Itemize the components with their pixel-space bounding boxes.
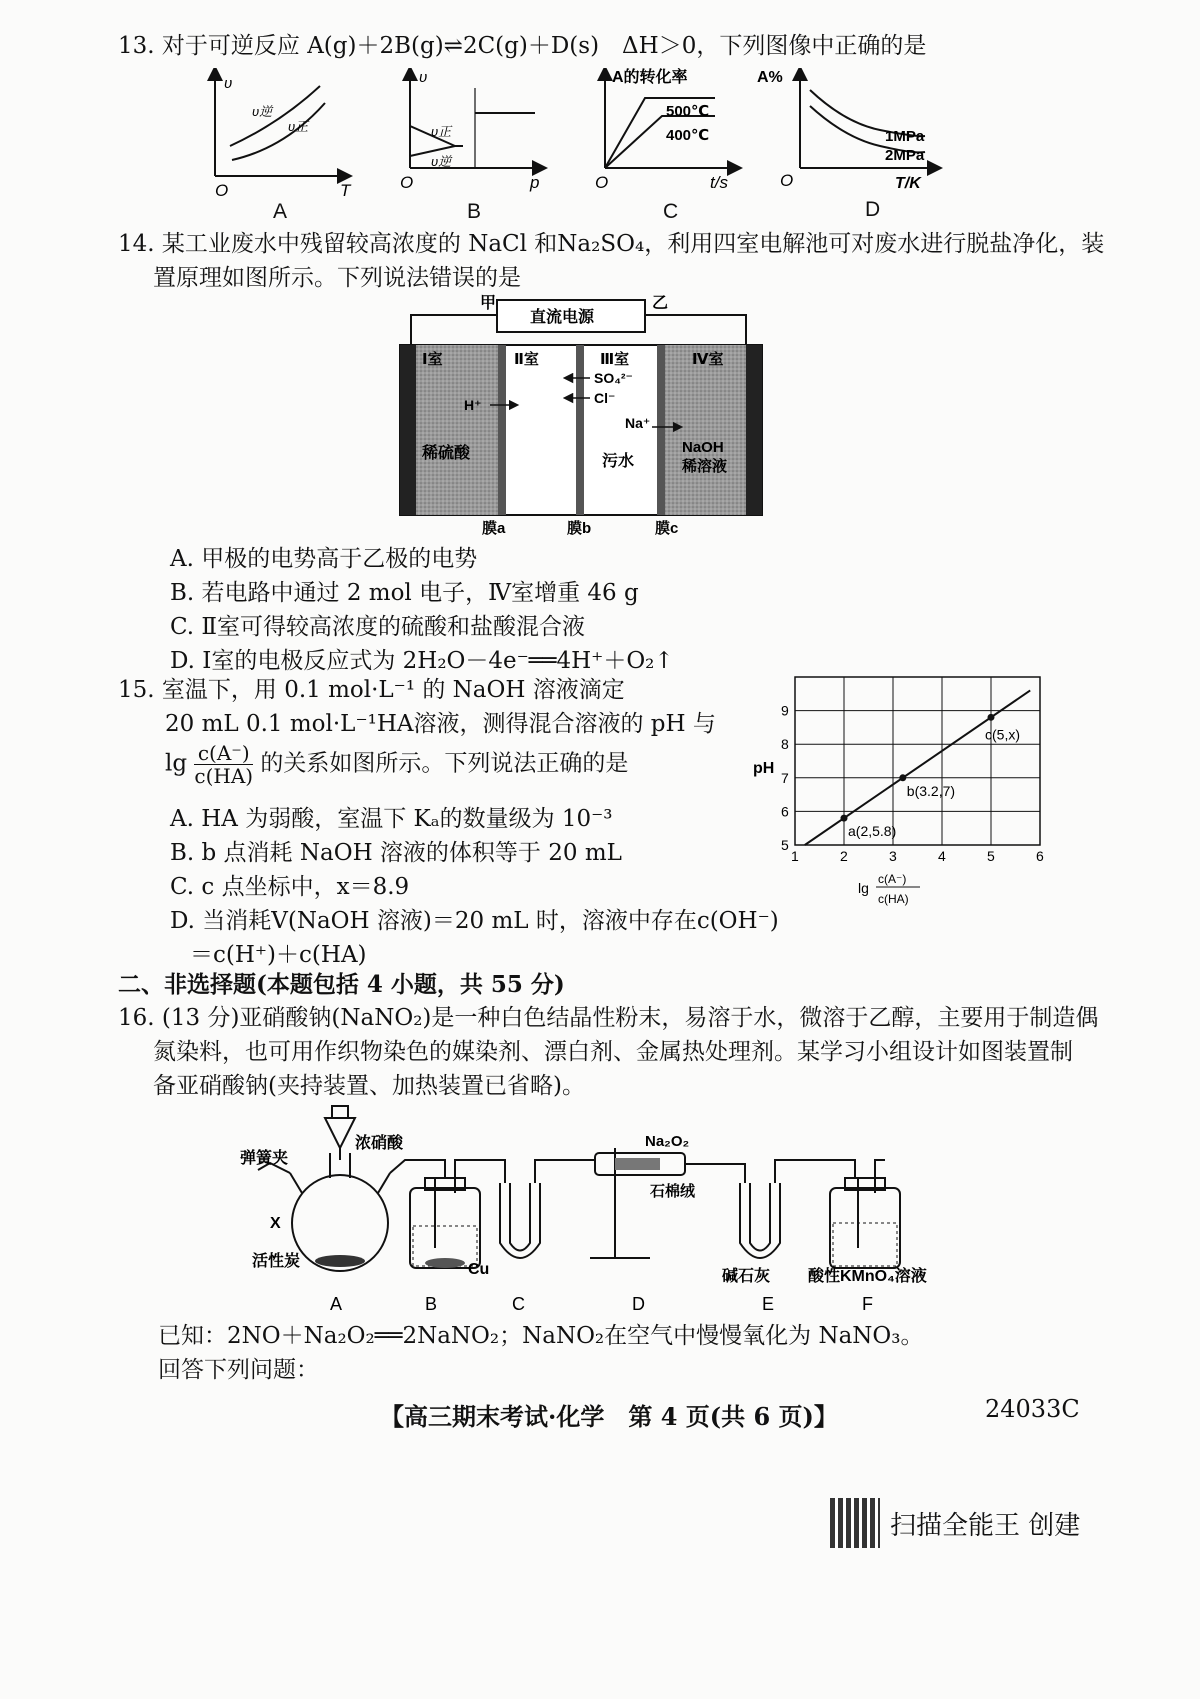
power-label: 直流电源 <box>530 309 595 326</box>
graph-a-xaxis: T <box>340 181 351 200</box>
ph-point <box>899 774 906 781</box>
q15-option-c: C. c 点坐标中，x＝8.9 <box>170 874 410 900</box>
q14-option-a: A. 甲极的电势高于乙极的电势 <box>170 546 478 572</box>
ph-ytick: 5 <box>781 837 789 853</box>
graph-a-curve2: υ正 <box>288 119 309 134</box>
q16-known: 已知：2NO＋Na₂O₂══2NaNO₂；NaNO₂在空气中慢慢氧化为 NaNO₃。 <box>158 1323 924 1349</box>
q15-line3-post: 的关系如图所示。下列说法正确的是 <box>260 750 629 777</box>
graph-a <box>215 73 352 200</box>
label-na2o2: Na₂O₂ <box>645 1133 690 1150</box>
graph-b <box>400 69 540 192</box>
graph-c <box>595 68 735 192</box>
q15-frac-num: c(A⁻) <box>194 742 253 765</box>
sewage-label: 污水 <box>602 453 635 470</box>
room2-label: Ⅱ室 <box>514 351 539 368</box>
membrane-a: 膜a <box>482 520 506 537</box>
ph-xlabel-den: c(HA) <box>878 892 909 906</box>
room4-label: Ⅳ室 <box>692 351 724 368</box>
ph-xtick: 3 <box>889 848 897 864</box>
q16-line1: 16. (13 分)亚硝酸钠(NaNO₂)是一种白色结晶性粉末，易溶于水，微溶于乙醇，主要用于制造偶 <box>118 1005 1099 1031</box>
graph-c-yaxis: A的转化率 <box>612 69 688 86</box>
graph-b-curve2: υ逆 <box>431 154 452 169</box>
ph-xtick: 4 <box>938 848 946 864</box>
q13-stem: 13. 对于可逆反应 A(g)＋2B(g)⇌2C(g)＋D(s) ΔH＞0，下列图像中正确的是 <box>118 33 927 59</box>
q15-line2: 20 mL 0.1 mol·L⁻¹HA溶液，测得混合溶液的 pH 与 <box>165 711 716 737</box>
q15-frac-den: c(HA) <box>194 764 254 788</box>
graph-d-xaxis: T/K <box>895 175 921 192</box>
q14-option-b: B. 若电路中通过 2 mol 电子，Ⅳ室增重 46 g <box>170 580 639 606</box>
ph-point-label: a(2,5.8) <box>848 823 897 840</box>
q15-lg: lg <box>165 750 188 777</box>
graph-a-curve1: υ逆 <box>252 104 273 119</box>
label-x: X <box>270 1215 281 1232</box>
q16-answer-prompt: 回答下列问题： <box>158 1357 319 1383</box>
graph-b-letter: B <box>467 200 482 223</box>
ph-ytick: 9 <box>781 702 789 719</box>
so4-ion: SO₄²⁻ <box>594 370 633 386</box>
na-ion: Na⁺ <box>625 415 651 431</box>
label-soda-lime: 碱石灰 <box>722 1268 771 1285</box>
ph-frame <box>795 677 1040 845</box>
label-conc-acid: 浓硝酸 <box>355 1135 404 1152</box>
q16-line3: 备亚硝酸钠(夹持装置、加热装置已省略)。 <box>153 1073 585 1099</box>
acid-label: 稀硫酸 <box>422 445 471 462</box>
ph-ylabel: pH <box>753 760 775 777</box>
q15-line3 <box>165 742 628 787</box>
ph-series-line <box>805 690 1030 845</box>
label-clip: 弹簧夹 <box>240 1150 289 1167</box>
room3-label: Ⅲ室 <box>600 351 630 368</box>
label-kmno4: 酸性KMnO₄溶液 <box>808 1268 927 1285</box>
letter-a: A <box>330 1294 343 1314</box>
letter-f: F <box>862 1294 873 1314</box>
section2-heading: 二、非选择题(本题包括 4 小题，共 55 分) <box>118 971 565 998</box>
graph-a-letter: A <box>273 200 288 223</box>
pole-jia: 甲 <box>480 295 497 312</box>
apparatus-diagram <box>230 1098 960 1318</box>
letter-e: E <box>762 1294 775 1314</box>
exam-code: 24033C <box>985 1395 1080 1423</box>
letter-b: B <box>425 1294 438 1314</box>
ph-points <box>841 714 1021 839</box>
pole-yi: 乙 <box>652 295 669 312</box>
graph-d-curve1: 1MPa <box>885 128 925 145</box>
q15-option-d-cont: ＝c(H⁺)＋c(HA) <box>190 942 367 968</box>
ph-point <box>841 815 848 822</box>
q15-option-b: B. b 点消耗 NaOH 溶液的体积等于 20 mL <box>170 840 622 866</box>
ph-xtick: 5 <box>987 848 995 864</box>
graph-c-xaxis: t/s <box>710 173 728 192</box>
graph-d-yaxis: A% <box>757 69 783 86</box>
graph-a-origin: O <box>215 181 229 200</box>
room1-label: Ⅰ室 <box>422 351 443 368</box>
watermark-text: 扫描全能王 创建 <box>890 1511 1081 1541</box>
naoh-label-2: 稀溶液 <box>682 458 728 475</box>
ph-grid <box>795 677 1040 845</box>
membrane-b: 膜b <box>567 520 592 537</box>
label-asbestos: 石棉绒 <box>650 1183 696 1200</box>
q15-option-a: A. HA 为弱酸，室温下 Kₐ的数量级为 10⁻³ <box>170 806 613 832</box>
q15-line1: 15. 室温下，用 0.1 mol·L⁻¹ 的 NaOH 溶液滴定 <box>118 677 625 703</box>
graph-c-curve1: 500℃ <box>666 103 710 120</box>
graph-b-curve1: υ正 <box>431 124 452 139</box>
ph-ytick: 6 <box>781 803 789 820</box>
graph-c-letter: C <box>663 200 679 223</box>
q15-option-d: D. 当消耗V(NaOH 溶液)＝20 mL 时，溶液中存在c(OH⁻) <box>170 908 779 934</box>
graph-a-yaxis: υ <box>224 75 233 92</box>
ph-xtick: 6 <box>1036 848 1044 864</box>
ph-point-label: b(3.2,7) <box>906 782 956 799</box>
graph-c-curve2: 400℃ <box>666 127 710 144</box>
q14-stem-line2: 置原理如图所示。下列说法错误的是 <box>153 265 521 291</box>
q15-fraction <box>194 742 253 787</box>
letter-d: D <box>632 1294 645 1314</box>
electrolysis-diagram <box>380 290 780 540</box>
graph-b-origin: O <box>400 173 414 192</box>
ph-xlabel-lg: lg <box>858 880 869 896</box>
graph-d-origin: O <box>780 171 794 190</box>
label-cu: Cu <box>468 1261 490 1278</box>
page-footer: 【高三期末考试·化学 第 4 页(共 6 页)】 <box>380 1402 838 1431</box>
ph-xtick: 2 <box>840 848 848 864</box>
q14-stem-line1: 14. 某工业废水中残留较高浓度的 NaCl 和Na₂SO₄，利用四室电解池可对废水进行脱盐净化，装 <box>118 231 1105 257</box>
q16-line2: 氮染料，也可用作织物染色的媒染剂、漂白剂、金属热处理剂。某学习小组设计如图装置制 <box>153 1039 1073 1065</box>
cl-ion: Cl⁻ <box>594 390 616 406</box>
letter-c: C <box>512 1294 525 1314</box>
label-carbon: 活性炭 <box>252 1253 301 1270</box>
ph-ytick: 7 <box>781 769 789 786</box>
graph-b-yaxis: υ <box>419 69 428 86</box>
ph-point-label: c(5,x) <box>985 726 1020 743</box>
ph-chart <box>750 665 1060 915</box>
graph-b-xaxis: p <box>530 173 540 192</box>
graph-d-letter: D <box>865 198 881 221</box>
graph-d <box>757 69 935 192</box>
ph-xtick: 1 <box>791 848 799 864</box>
qr-code-icon <box>830 1498 880 1548</box>
ph-point <box>988 714 995 721</box>
ph-xlabel-num: c(A⁻) <box>878 872 907 886</box>
graph-c-origin: O <box>595 173 609 192</box>
q14-option-c: C. Ⅱ室可得较高浓度的硫酸和盐酸混合液 <box>170 614 586 640</box>
q14-option-d: D. Ⅰ室的电极反应式为 2H₂O－4e⁻══4H⁺＋O₂↑ <box>170 648 674 674</box>
h-ion: H⁺ <box>464 397 482 413</box>
naoh-label-1: NaOH <box>682 439 724 456</box>
membrane-c: 膜c <box>655 520 679 537</box>
graph-d-curve2: 2MPa <box>885 147 925 164</box>
ph-ytick: 8 <box>781 736 789 753</box>
